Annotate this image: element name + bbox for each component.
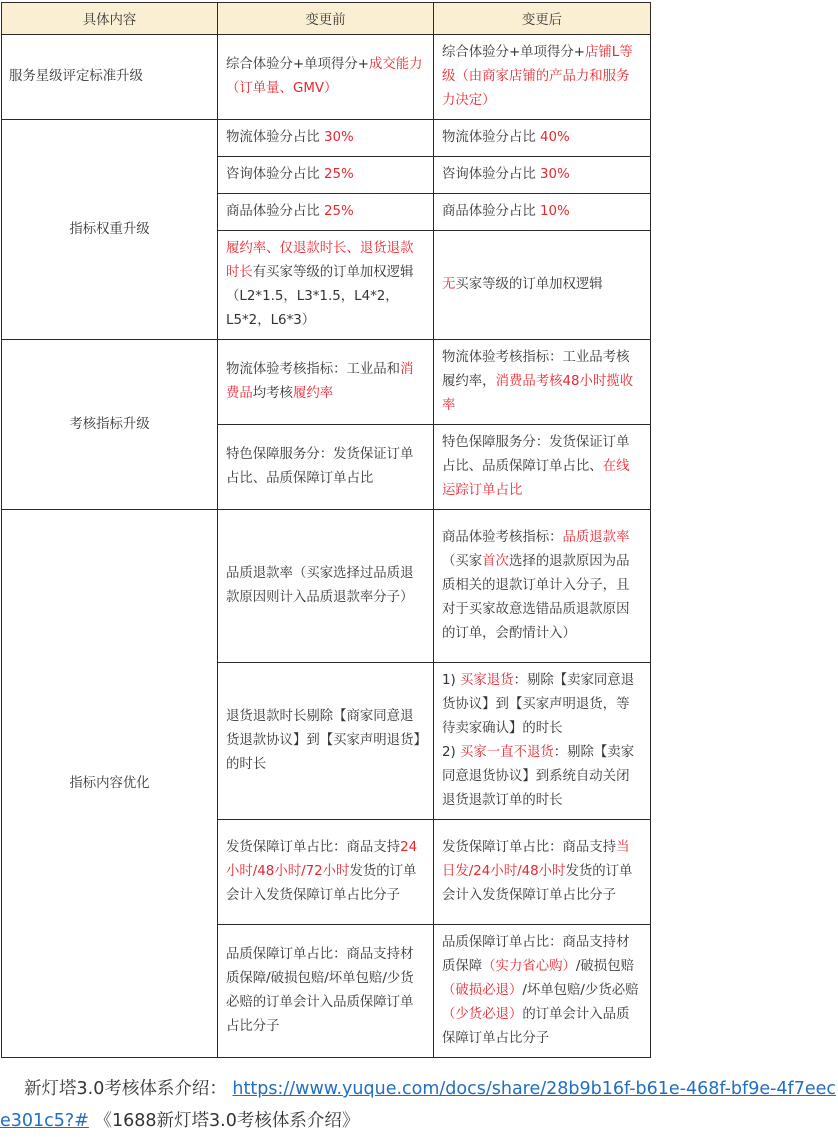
after-cell [434, 663, 651, 820]
before-cell [218, 194, 434, 231]
highlight-text: 履约率、仅退款时长、退货退款时长 [226, 241, 414, 280]
cell-text: ：剔除【卖家同意退货协议】到系统自动关闭退货退款订单的时长 [442, 745, 635, 808]
cell-text: 退货退款时长剔除【商家同意退货退款协议】到【买家声明退货】的时长 [226, 709, 421, 772]
before-cell [218, 157, 434, 194]
cell-text: 发货保障订单占比：商品支持 [442, 840, 617, 855]
after-cell [434, 820, 651, 925]
after-cell [434, 510, 651, 663]
highlight-text: 成交能力（订单量、GMV） [226, 57, 423, 96]
highlight-text: 30% [324, 130, 354, 145]
after-cell [434, 925, 651, 1058]
highlight-text: 店铺L等级（由商家店铺的产品力和服务力决定） [442, 45, 633, 108]
cell-text: 咨询体验分占比 [442, 167, 540, 182]
cell-text: 1) [442, 673, 461, 688]
category-cell: 考核指标升级 [2, 340, 218, 510]
cell-text: 品质保障订单占比：商品支持材质保障 [442, 935, 630, 974]
table-header-row [2, 3, 651, 35]
category-cell: 指标内容优化 [2, 510, 218, 1058]
after-cell [434, 231, 651, 340]
cell-text: 商品体验分占比 [226, 204, 324, 219]
highlight-text: 10% [540, 204, 570, 219]
doc-title: 《1688新灯塔3.0考核体系介绍》 [94, 1111, 360, 1131]
cell-text: /坏单包赔/少货必赔 [522, 983, 639, 998]
before-cell [218, 510, 434, 663]
after-cell [434, 120, 651, 157]
after-cell [434, 340, 651, 425]
table-row [2, 35, 651, 120]
highlight-text: 30% [540, 167, 570, 182]
before-cell [218, 35, 434, 120]
cell-text: （买家 [442, 554, 483, 569]
cell-text: ：剔除【卖家同意退货协议】到【买家声明退货，等待卖家确认】的时长 [442, 673, 635, 736]
cell-text: 物流体验分占比 [226, 130, 324, 145]
highlight-text: 在线运踪订单占比 [442, 459, 630, 498]
highlight-text: （破损必退） [442, 983, 523, 998]
after-cell [434, 194, 651, 231]
after-cell [434, 35, 651, 120]
header-after: 变更后 [434, 3, 651, 35]
table-row [2, 340, 651, 425]
cell-text: 物流体验考核指标：工业品考核履约率， [442, 350, 630, 389]
after-cell [434, 157, 651, 194]
cell-text: 买家等级的订单加权逻辑 [455, 277, 603, 292]
highlight-text: 无 [442, 277, 456, 292]
footer-label: 新灯塔3.0考核体系介绍： [24, 1079, 227, 1099]
highlight-text: 消费品考核48小时揽收率 [442, 374, 634, 413]
highlight-text: 25% [324, 204, 354, 219]
before-cell [218, 663, 434, 820]
cell-text: 品质保障订单占比：商品支持材质保障/破损包赔/坏单包赔/少货必赔的订单会计入品质保障订单占比分子 [226, 947, 414, 1034]
header-before: 变更前 [218, 3, 434, 35]
highlight-text: 首次 [482, 554, 509, 569]
cell-text: 发货保障订单占比：商品支持 [226, 840, 401, 855]
highlight-text: 25% [324, 167, 354, 182]
highlight-text: 消费品 [226, 362, 414, 401]
before-cell [218, 925, 434, 1058]
highlight-text: 买家一直不退货 [460, 745, 554, 760]
footer-reference [0, 1073, 838, 1137]
highlight-text: 买家退货 [460, 673, 514, 688]
table-row [2, 120, 651, 157]
before-cell [218, 820, 434, 925]
cell-text: 选择的退款原因为品质相关的退款订单计入分子，且对于买家故意选错品质退款原因的订单，会酌情计入） [442, 554, 630, 641]
category-cell: 指标权重升级 [2, 120, 218, 340]
comparison-table [1, 2, 651, 1058]
header-content: 具体内容 [2, 3, 218, 35]
cell-text: 品质退款率（买家选择过品质退款原因则计入品质退款率分子） [226, 566, 414, 605]
highlight-text: 履约率 [292, 386, 334, 401]
cell-text: 有买家等级的订单加权逻辑（L2*1.5，L3*1.5，L4*2，L5*2，L6*3） [226, 265, 414, 328]
highlight-text: （少货必退） [442, 1007, 523, 1022]
cell-text: 物流体验分占比 [442, 130, 540, 145]
cell-text: 发货的订单会计入发货保障订单占比分子 [226, 864, 417, 903]
before-cell [218, 340, 434, 425]
after-cell [434, 425, 651, 510]
cell-text: 2) [442, 745, 461, 760]
highlight-text: 40% [540, 130, 570, 145]
highlight-text: 当日发/24小时/48小时 [442, 840, 630, 879]
cell-text: 物流体验考核指标：工业品和 [226, 362, 401, 377]
cell-text: 商品体验考核指标： [442, 530, 563, 545]
highlight-text: 品质退款率 [562, 530, 630, 545]
highlight-text: （实力省心购） [482, 959, 576, 974]
before-cell [218, 120, 434, 157]
cell-text: /破损包赔 [575, 959, 634, 974]
before-cell [218, 425, 434, 510]
cell-text: 咨询体验分占比 [226, 167, 324, 182]
highlight-text: 24小时/48小时/72小时 [226, 840, 418, 879]
cell-text: 综合体验分+单项得分+ [442, 45, 585, 60]
doc-link[interactable]: https://www.yuque.com/docs/share/28b9b16f-b61e-468f-bf9e-4f7eece301c5?# [0, 1079, 837, 1131]
cell-text: 的订单会计入品质保障订单占比分子 [442, 1007, 630, 1046]
cell-text: 特色保障服务分：发货保证订单占比、品质保障订单占比 [226, 447, 414, 486]
before-cell [218, 231, 434, 340]
cell-text: 发货的订单会计入发货保障订单占比分子 [442, 864, 633, 903]
table-row [2, 510, 651, 663]
cell-text: 特色保障服务分：发货保证订单占比、品质保障订单占比、 [442, 435, 630, 474]
cell-text: 综合体验分+单项得分+ [226, 57, 369, 72]
category-cell: 服务星级评定标准升级 [2, 35, 218, 120]
cell-text: 商品体验分占比 [442, 204, 540, 219]
cell-text: 均考核 [252, 386, 293, 401]
